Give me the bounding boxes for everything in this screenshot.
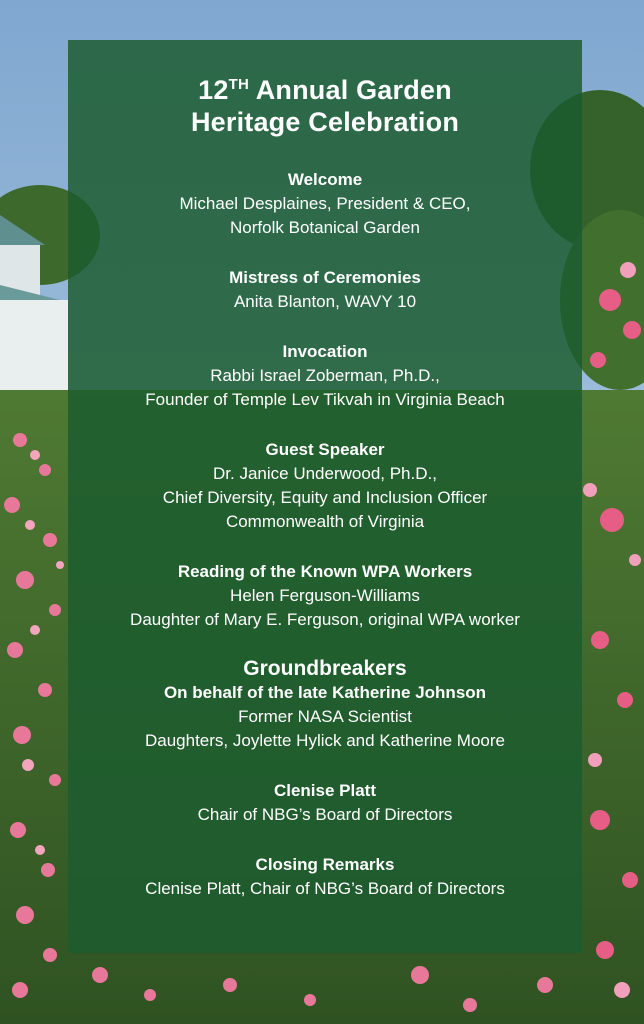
section-line: Anita Blanton, WAVY 10 [233, 292, 417, 311]
title-line-1-rest: Annual Garden [249, 75, 452, 105]
title-superscript: TH [228, 76, 249, 93]
section-big-heading: Groundbreakers [243, 657, 407, 680]
title-number: 12 [198, 75, 229, 105]
section-guest-speaker [68, 438, 582, 534]
section-line: Clenise Platt, Chair of NBG’s Board of Directors [145, 879, 505, 898]
section-heading: Closing Remarks [255, 855, 395, 874]
section-line: Chair of NBG’s Board of Directors [197, 805, 453, 824]
section-line: Rabbi Israel Zoberman, Ph.D., [210, 366, 440, 385]
section-line: Norfolk Botanical Garden [230, 218, 420, 237]
section-line: Commonwealth of Virginia [225, 512, 425, 531]
section-line: Dr. Janice Underwood, Ph.D., [213, 464, 437, 483]
title-line-1 [68, 74, 582, 106]
section-heading: Reading of the Known WPA Workers [177, 562, 473, 581]
section-heading: Clenise Platt [273, 781, 377, 800]
section-heading: Welcome [287, 170, 363, 189]
title-line-2: Heritage Celebration [190, 107, 460, 137]
section-heading: Mistress of Ceremonies [229, 268, 421, 287]
section-line: Founder of Temple Lev Tikvah in Virginia Beach [145, 390, 505, 409]
section-heading: Guest Speaker [265, 440, 385, 459]
section-line: Former NASA Scientist [238, 707, 412, 726]
section-groundbreakers [68, 656, 582, 753]
section-heading: Invocation [282, 342, 368, 361]
section-line: Helen Ferguson-Williams [230, 586, 420, 605]
section-invocation [68, 340, 582, 412]
program-panel [68, 40, 582, 953]
section-line: Michael Desplaines, President & CEO, [179, 194, 471, 213]
program-title [68, 74, 582, 138]
section-wpa-workers [68, 560, 582, 632]
section-welcome [68, 168, 582, 240]
section-line: Daughters, Joylette Hylick and Katherine Moore [144, 731, 505, 750]
section-line: Daughter of Mary E. Ferguson, original WPA worker [130, 610, 520, 629]
section-heading: On behalf of the late Katherine Johnson [163, 683, 487, 702]
section-mistress-of-ceremonies [68, 266, 582, 314]
section-clenise-platt [68, 779, 582, 827]
section-closing-remarks [68, 853, 582, 901]
section-line: Chief Diversity, Equity and Inclusion Officer [162, 488, 488, 507]
